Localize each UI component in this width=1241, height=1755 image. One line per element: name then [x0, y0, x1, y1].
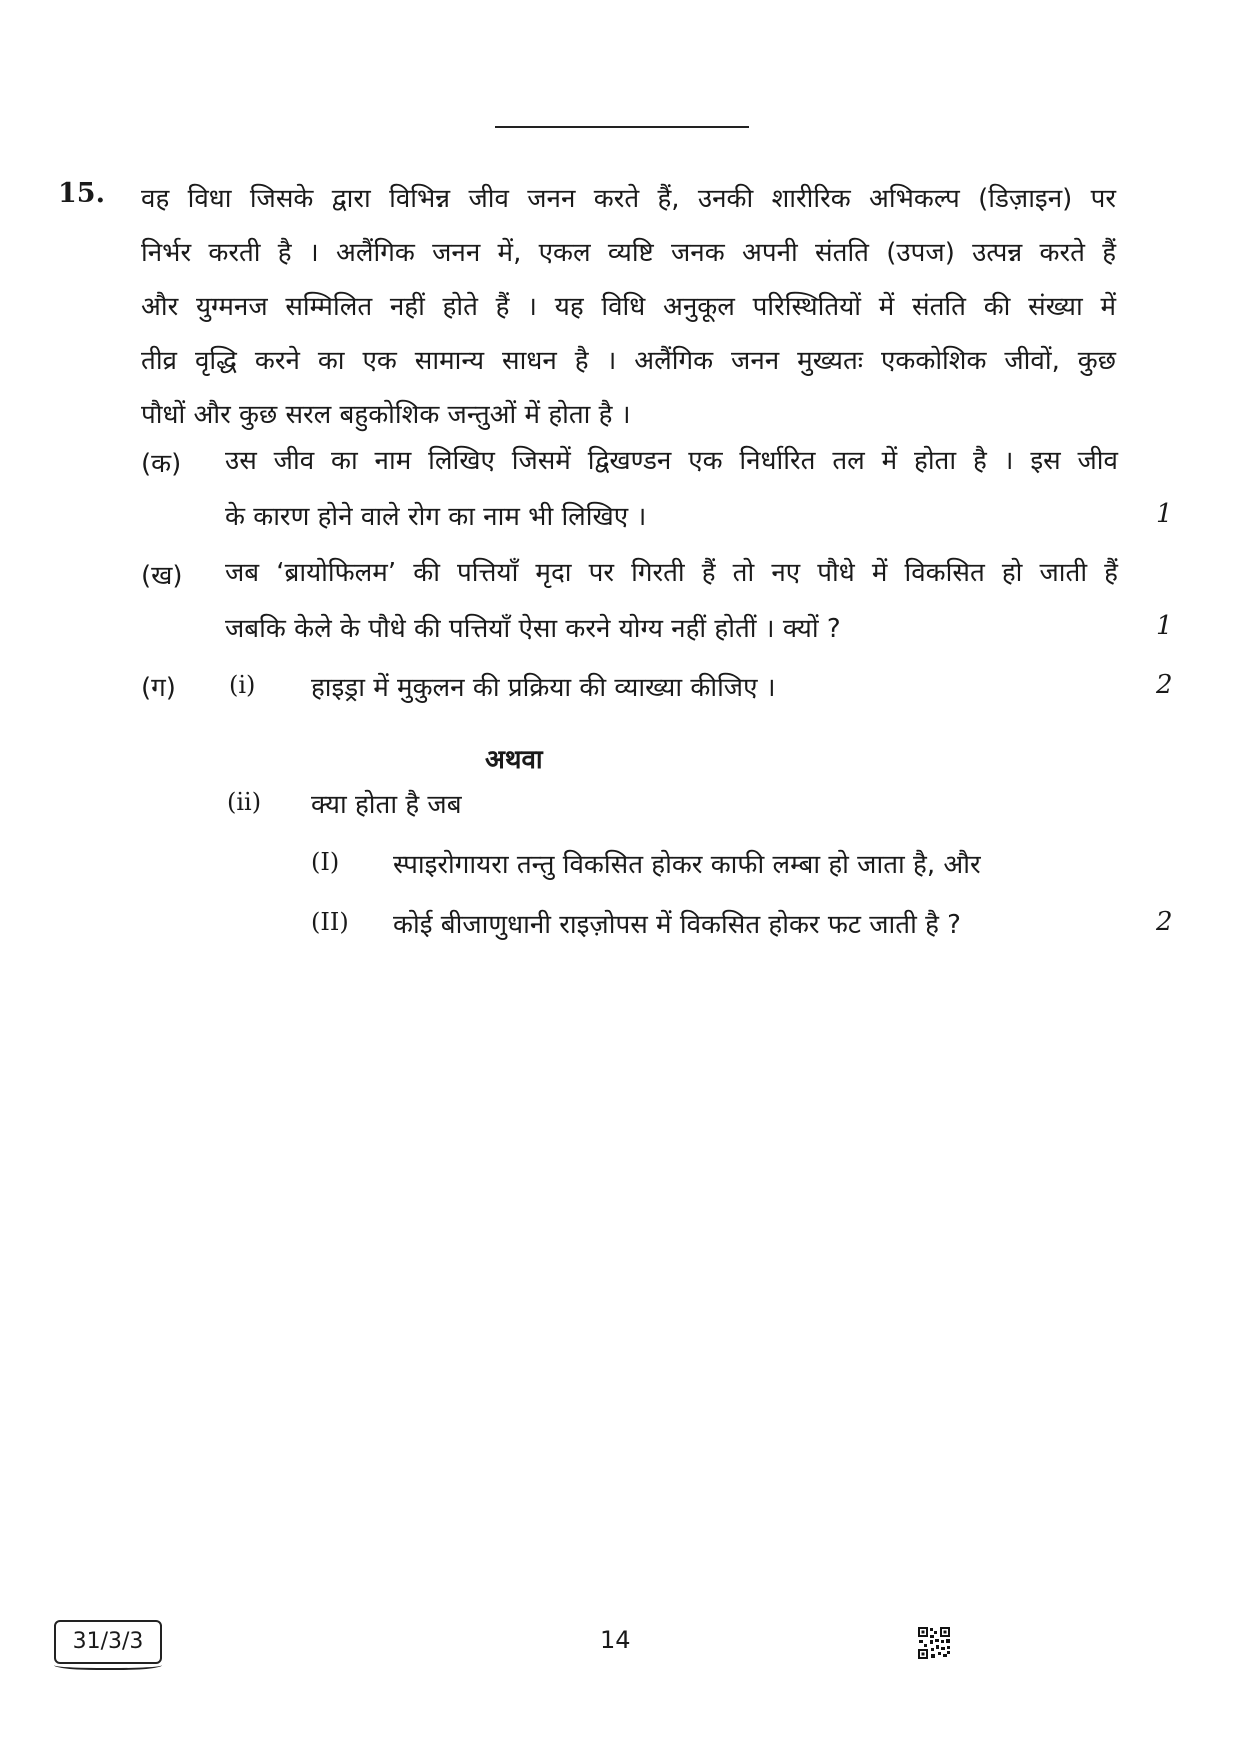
- question-number: 15.: [58, 178, 105, 209]
- paper-code: 31/3/3: [54, 1620, 162, 1664]
- part-a-marks: 1: [1156, 499, 1173, 529]
- intro-line: पौधों और कुछ सरल बहुकोशिक जन्तुओं में होता है ।: [141, 400, 631, 430]
- option-i-text: हाइड्रा में मुकुलन की प्रक्रिया की व्याख्या कीजिए ।: [311, 673, 776, 703]
- part-a-line: उस जीव का नाम लिखिए जिसमें द्विखण्डन एक निर्धारित तल में होता है । इस जीव: [225, 446, 1118, 476]
- option-i-label: (i): [229, 671, 256, 699]
- intro-line: तीव्र वृद्धि करने का एक सामान्य साधन है । अलैंगिक जनन मुख्यतः एककोशिक जीवों, कुछ: [141, 346, 1116, 376]
- part-b-marks: 1: [1156, 611, 1173, 641]
- option-ii-label: (ii): [227, 788, 262, 816]
- part-a-text: [225, 433, 1118, 545]
- part-b-label: (ख): [141, 561, 183, 591]
- or-label: अथवा: [485, 745, 543, 775]
- part-b-line: जबकि केले के पौधे की पत्तियाँ ऐसा करने योग्य नहीं होतीं । क्यों ?: [225, 614, 841, 644]
- question-intro: [141, 172, 1116, 442]
- intro-line: निर्भर करती है । अलैंगिक जनन में, एकल व्यष्टि जनक अपनी संतति (उपज) उत्पन्न करते हैं: [141, 238, 1116, 268]
- part-a-line: के कारण होने वाले रोग का नाम भी लिखिए ।: [225, 502, 647, 532]
- top-rule: [495, 126, 749, 128]
- sub-II-label: (II): [311, 908, 349, 936]
- sub-I-text: स्पाइरोगायरा तन्तु विकसित होकर काफी लम्बा हो जाता है, और: [393, 850, 981, 880]
- option-i-marks: 2: [1156, 670, 1173, 700]
- sub-II-text: कोई बीजाणुधानी राइज़ोपस में विकसित होकर फट जाती है ?: [393, 910, 961, 940]
- intro-line: और युग्मनज सम्मिलित नहीं होते हैं । यह विधि अनुकूल परिस्थितियों में संतति की संख्या में: [141, 292, 1116, 322]
- sub-I-label: (I): [311, 848, 340, 876]
- option-ii-text: क्या होता है जब: [311, 790, 462, 820]
- page-number: 14: [600, 1626, 631, 1654]
- part-b-line: जब ‘ब्रायोफिलम’ की पत्तियाँ मृदा पर गिरती हैं तो नए पौधे में विकसित हो जाती हैं: [225, 558, 1118, 588]
- part-c-label: (ग): [141, 673, 176, 703]
- part-a-label: (क): [141, 449, 182, 479]
- intro-line: वह विधा जिसके द्वारा विभिन्न जीव जनन करते हैं, उनकी शारीरिक अभिकल्प (डिज़ाइन) पर: [141, 184, 1116, 214]
- part-b-text: [225, 545, 1118, 657]
- qr-code-icon: [917, 1626, 951, 1660]
- option-ii-marks: 2: [1156, 907, 1173, 937]
